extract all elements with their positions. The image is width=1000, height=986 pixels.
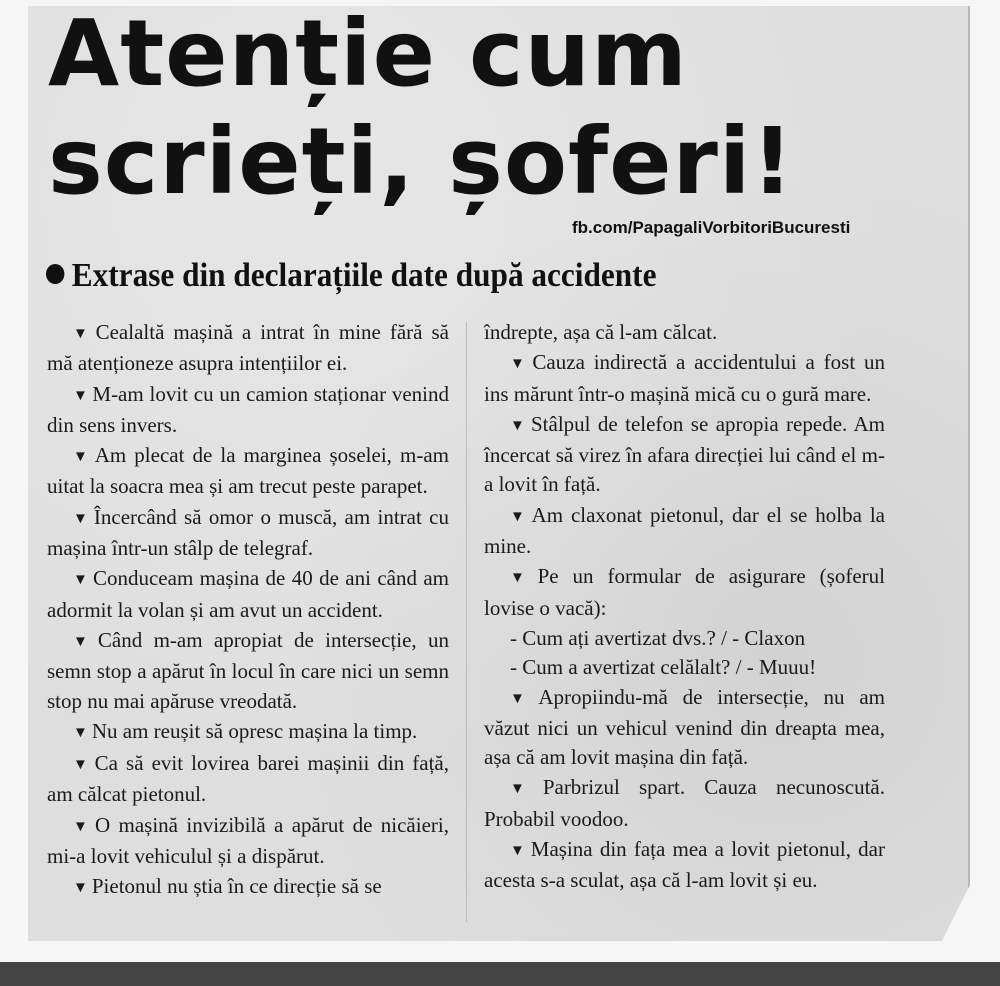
- entry-item: [47, 318, 449, 379]
- entry-item: [47, 380, 449, 441]
- quote-line: - Cum a avertizat celălalt? / - Muuu!: [510, 655, 817, 680]
- triangle-bullet-icon: ▼: [510, 843, 527, 860]
- entry-text: Nu am reușit să opresc mașina la timp.: [91, 718, 418, 743]
- bullet-dot-icon: [46, 264, 64, 284]
- headline-line-1: Atenție cum: [48, 0, 688, 107]
- entry-item: [47, 503, 449, 564]
- entry-item: [484, 773, 885, 834]
- triangle-bullet-icon: ▼: [510, 781, 539, 798]
- entry-text: Parbrizul spart. Cauza necunoscută. Probabil voodoo.: [484, 775, 885, 831]
- triangle-bullet-icon: ▼: [510, 417, 527, 434]
- right-entries-group-a: [484, 348, 885, 623]
- entry-item: [47, 626, 449, 716]
- entry-text: O mașină invizibilă a apărut de nicăieri, mi-a lovit vehiculul și a dispărut.: [47, 812, 449, 869]
- entry-item: [47, 749, 449, 810]
- entry-item: [484, 835, 885, 896]
- triangle-bullet-icon: ▼: [73, 818, 91, 835]
- entry-item: [484, 348, 885, 409]
- subheading: [46, 254, 656, 298]
- triangle-bullet-icon: ▼: [73, 633, 94, 650]
- entry-text: Când m-am apropiat de intersecție, un semn stop a apărut în locul în care nici un semn stop nu mai apăruse vreodată.: [47, 627, 449, 713]
- entry-text: Am claxonat pietonul, dar el se holba la mine.: [484, 502, 885, 559]
- triangle-bullet-icon: ▼: [73, 510, 90, 527]
- triangle-bullet-icon: ▼: [73, 449, 91, 466]
- entry-item: [484, 683, 885, 773]
- entry-item: [47, 717, 449, 748]
- triangle-bullet-icon: ▼: [73, 387, 89, 404]
- triangle-bullet-icon: ▼: [73, 757, 91, 774]
- entry-text: Cauza indirectă a accidentului a fost un ins mărunt într-o mașină mică cu o gură mare.: [484, 350, 885, 406]
- triangle-bullet-icon: ▼: [73, 326, 92, 342]
- triangle-bullet-icon: ▼: [73, 724, 88, 741]
- column-divider: [466, 322, 467, 922]
- entry-item: [47, 564, 449, 625]
- triangle-bullet-icon: ▼: [73, 572, 89, 589]
- triangle-bullet-icon: ▼: [510, 508, 528, 525]
- entry-text: Conduceam mașina de 40 de ani când am adormit la volan și am avut un accident.: [47, 566, 449, 622]
- entry-item: [484, 562, 885, 623]
- quote-line: - Cum ați avertizat dvs.? / - Claxon: [510, 625, 806, 650]
- bottom-border-strip: [0, 962, 1000, 986]
- entry-text: Cealaltă mașină a intrat în mine fără să mă atenționeze asupra intențiilor ei.: [47, 320, 449, 376]
- entry-text: Stâlpul de telefon se apropia repede. Am încercat să virez în afara direcției lui când el m-a lovit în față.: [484, 411, 885, 497]
- entry-text: Ca să evit lovirea barei mașinii din față, am călcat pietonul.: [47, 751, 449, 807]
- triangle-bullet-icon: ▼: [510, 570, 534, 587]
- source-credit: fb.com/PapagaliVorbitoriBucuresti: [572, 218, 851, 237]
- subheading-text: Extrase din declarațiile date după accidente: [71, 257, 657, 294]
- triangle-bullet-icon: ▼: [73, 880, 88, 897]
- entry-text: Apropiindu-mă de intersecție, nu am văzut nici un vehicul venind din dreapta mea, așa că am lovit mașina din față.: [484, 684, 885, 770]
- entry-item: [484, 501, 885, 562]
- quote-lines: [484, 624, 885, 683]
- headline: [48, 0, 948, 216]
- right-column: [484, 318, 885, 897]
- entry-text: Pietonul nu știa în ce direcție să se: [91, 874, 382, 899]
- entry-item: [47, 872, 449, 903]
- entry-text: Pe un formular de asigurare (șoferul lovise o vacă):: [484, 564, 885, 620]
- entry-item: [47, 441, 449, 502]
- entry-item: [484, 410, 885, 500]
- right-entries-group-b: [484, 683, 885, 896]
- left-column: [47, 318, 449, 905]
- triangle-bullet-icon: ▼: [510, 356, 529, 373]
- entry-text: Încercând să omor o muscă, am intrat cu mașina într-un stâlp de telegraf.: [47, 504, 449, 561]
- right-continuation: îndrepte, așa că l-am călcat.: [484, 320, 718, 344]
- entry-text: Am plecat de la marginea șoselei, m-am uitat la soacra mea și am trecut peste parapet.: [47, 443, 449, 499]
- entry-text: Mașina din fața mea a lovit pietonul, dar acesta s-a sculat, așa că l-am lovit și eu.: [484, 837, 885, 893]
- entry-text: M-am lovit cu un camion staționar venind din sens invers.: [47, 381, 449, 437]
- headline-line-2: scrieți, șoferi!: [48, 108, 795, 215]
- entry-item: [47, 811, 449, 872]
- triangle-bullet-icon: ▼: [510, 690, 535, 707]
